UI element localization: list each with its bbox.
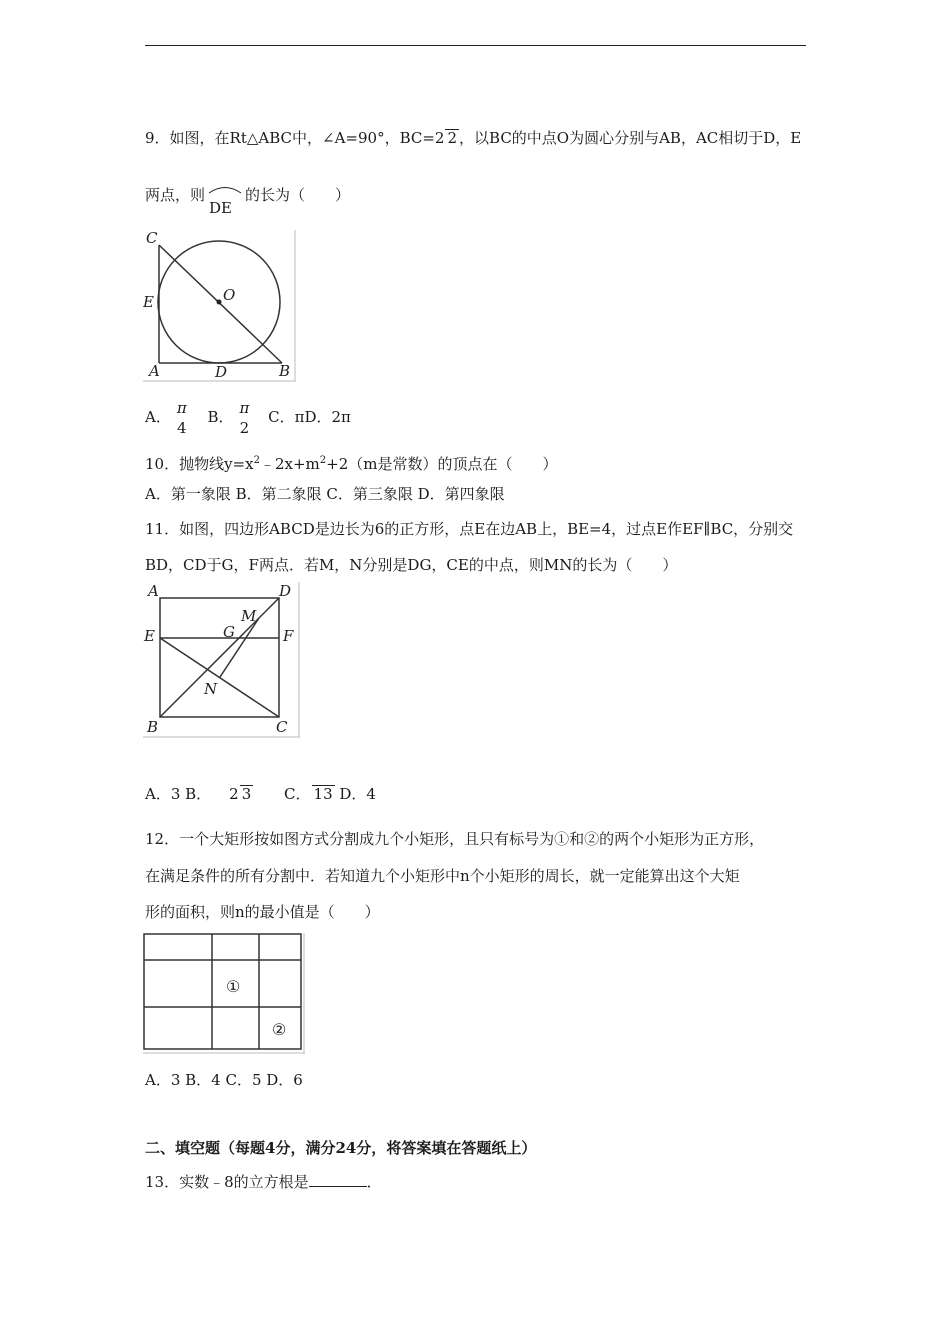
q11-stem-line1: 11．如图，四边形ABCD是边长为6的正方形，点E在边AB上，BE=4，过点E作EF∥BC，分别交 — [145, 520, 794, 538]
q10-stem: 10．抛物线$y=x^2﹣2x+m^2+2(m$是常数）的顶点在（ ） — [145, 455, 558, 473]
q12-figure — [143, 933, 306, 1055]
q9-triangle-circle-diagram — [143, 230, 298, 382]
q12-stem-line2: 在满足条件的所有分割中．若知道九个小矩形中n个小矩形的周长，就一定能算出这个大矩 — [145, 867, 740, 885]
q9-stem-line2: 两点，则 DE 的长为（ ） — [145, 180, 350, 205]
arc-de: DE — [205, 180, 245, 200]
label-b: B — [279, 362, 291, 380]
label-m: M — [241, 607, 257, 625]
label-e: E — [143, 293, 154, 311]
sqrt-3: 3 — [241, 785, 252, 803]
label-o: O — [223, 286, 236, 304]
label-c: C — [146, 230, 158, 247]
q11-stem-line2: BD，CD于G，F两点．若M，N分别是DG，CE的中点，则MN的长为（ ） — [145, 556, 678, 574]
q9-stem-line1: 9．如图，在Rt△ABC中，∠A=90°，BC=2 2 ，以BC的中点O为圆心分别与AB，AC相切于D，E — [145, 129, 802, 147]
label-d: D — [215, 363, 228, 381]
label-d: D — [279, 582, 292, 600]
sqrt-symbol: 2 — [447, 129, 458, 147]
label-g: G — [223, 623, 235, 641]
label-e: E — [144, 627, 155, 645]
arc-symbol-icon — [205, 184, 245, 194]
q9-options: A． π 4 B． π 2 C．πD．2π — [145, 399, 351, 437]
label-b: B — [147, 718, 159, 736]
sqrt-13: 13 — [313, 785, 333, 803]
q12-grid-diagram — [143, 933, 306, 1055]
q10-options: A．第一象限 B．第二象限 C．第三象限 D．第四象限 — [145, 485, 505, 503]
label-f: F — [283, 627, 294, 645]
section2-title: 二、填空题（每题4分，满分24分，将答案填在答题纸上） — [145, 1139, 537, 1157]
header-rule — [145, 45, 806, 46]
label-a: A — [148, 582, 159, 600]
label-square-1: ① — [226, 977, 241, 996]
q12-stem-line1: 12．一个大矩形按如图方式分割成九个小矩形，且只有标号为①和②的两个小矩形为正方形， — [145, 830, 765, 848]
q13-stem: 13．实数﹣8的立方根是 ． — [145, 1170, 382, 1192]
q9-figure — [143, 230, 298, 382]
q11-options: A．3 B． 2 3 C． 13 D．4 — [145, 785, 376, 803]
label-c: C — [276, 718, 288, 736]
frac-pi-over-2: π 2 — [239, 399, 250, 437]
q12-stem-line3: 形的面积，则n的最小值是（ ） — [145, 903, 380, 921]
answer-blank — [309, 1170, 367, 1187]
label-a: A — [149, 362, 160, 380]
label-square-2: ② — [272, 1020, 287, 1039]
label-n: N — [204, 680, 218, 698]
q12-options: A．3 B．4 C．5 D．6 — [145, 1071, 303, 1089]
q11-figure — [143, 582, 301, 739]
frac-pi-over-4: π 4 — [176, 399, 187, 437]
q11-square-diagram — [143, 582, 301, 739]
